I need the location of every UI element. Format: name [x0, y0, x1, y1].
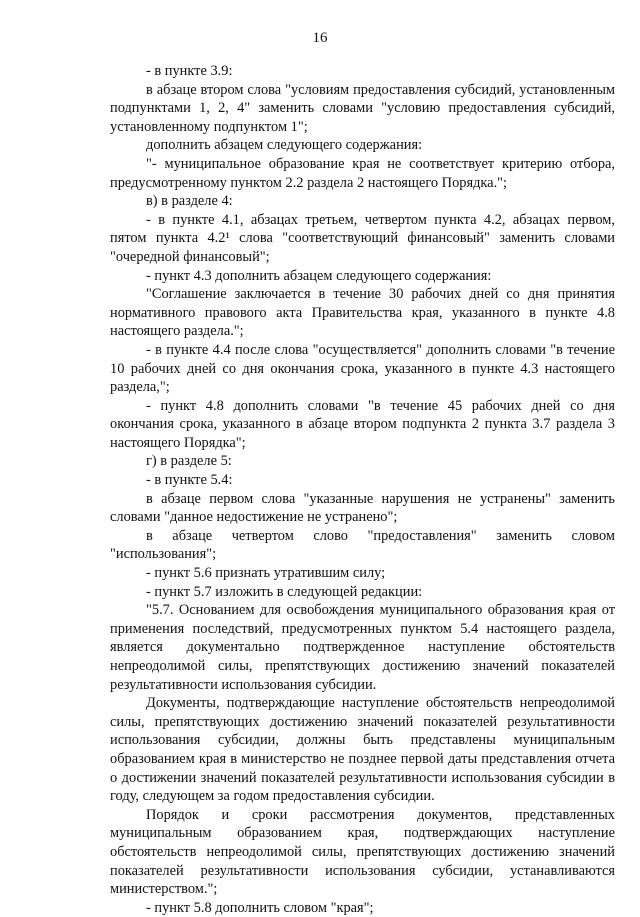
paragraph: - в пункте 5.4:	[146, 472, 233, 489]
paragraph: в) в разделе 4:	[146, 193, 233, 210]
paragraph: "- муниципальное образование края не соответствует критерию отбора, предусмотренному пунктом 2.2 раздела 2 настоящего Порядка.";	[110, 155, 615, 191]
paragraph: - в пункте 4.4 после слова "осуществляется" дополнить словами "в течение 10 рабочих дней со дня окончания срока, указанного в пункте 4.3 настоящего раздела,";	[110, 341, 615, 396]
paragraph: - пункт 5.7 изложить в следующей редакции:	[146, 583, 423, 600]
paragraph: - в пункте 3.9:	[146, 63, 233, 79]
paragraph: - в пункте 4.1, абзацах третьем, четвертом пункта 4.2, абзацах первом, пятом пункта 4.2¹ слова "соответствующий финансовый" заменить словами "очередной финансовый";	[110, 211, 615, 265]
paragraph: Порядок и сроки рассмотрения документов, представленных муниципальным образованием края, подтверждающих наступление обстоятельств непреодолимой силы, препятствующих достижению значений показателей результативности использования субсидии, устанавливаются министерством.";	[110, 806, 615, 898]
paragraph: в абзаце втором слова "условиям предоставления субсидий, установленным подпунктами 1, 2, 4" заменить словами "условию предоставления субсидий, установленному подпунктом 1";	[110, 81, 615, 135]
paragraph: - пункт 4.8 дополнить словами "в течение 45 рабочих дней со дня окончания срока, указанного в абзаце втором подпункта 2 пункта 3.7 раздела 3 настоящего Порядка";	[110, 397, 615, 451]
paragraph: - пункт 4.3 дополнить абзацем следующего содержания:	[146, 267, 492, 284]
paragraph: - пункт 5.6 признать утратившим силу;	[146, 565, 386, 582]
document-body	[110, 62, 615, 917]
paragraph: "5.7. Основанием для освобождения муниципального образования края от применения последствий, предусмотренных пунктом 5.4 настоящего раздела, является документально подтвержденное наступление обстоятельств непреодолимой силы, препятствующих достижению значений показателей результативности использования субсидии.	[110, 602, 615, 693]
paragraph: в абзаце четвертом слово "предоставления" заменить словом "использования";	[110, 527, 615, 563]
paragraph: г) в разделе 5:	[146, 453, 232, 470]
paragraph: - пункт 5.8 дополнить словом "края";	[146, 899, 374, 916]
paragraph: дополнить абзацем следующего содержания:	[146, 137, 423, 154]
page-number: 16	[312, 30, 328, 46]
paragraph: Документы, подтверждающие наступление обстоятельств непреодолимой силы, препятствующих достижению значений показателей результативности использования субсидии, должны быть представлены муниципальным образованием края в министерство не позднее первой даты представления отчета о достижении значений показателей результативности использования субсидии в году, следующем за годом предоставления субсидии.	[110, 695, 615, 805]
paragraph: в абзаце первом слова "указанные нарушения не устранены" заменить словами "данное недостижение не устранено";	[110, 490, 615, 526]
paragraph: "Соглашение заключается в течение 30 рабочих дней со дня принятия нормативного правового акта Правительства края, указанного в пункте 4.8 настоящего раздела.";	[110, 286, 615, 340]
